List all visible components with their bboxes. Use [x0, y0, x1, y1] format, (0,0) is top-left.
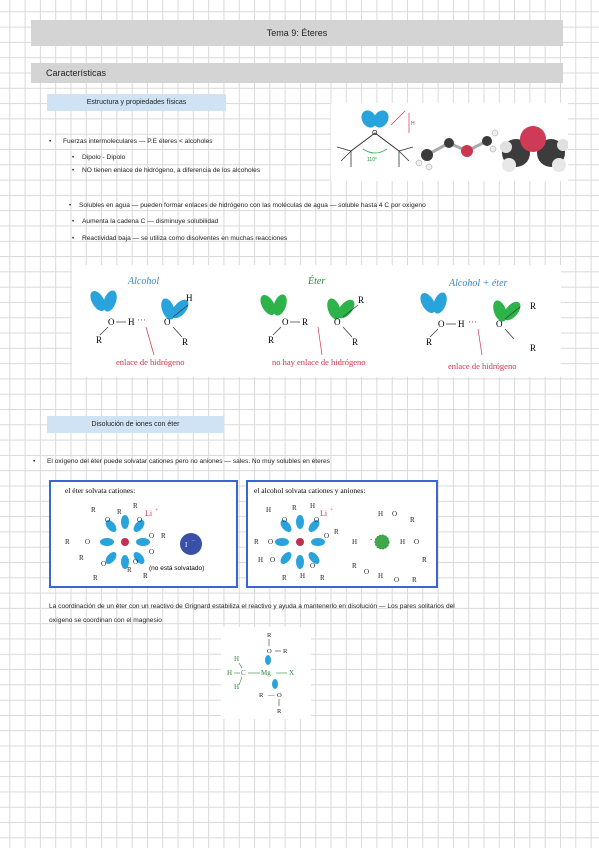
- alcohol-o2: O: [164, 317, 171, 327]
- ether-title: Éter: [308, 276, 326, 287]
- svg-text:H: H: [266, 506, 272, 514]
- mix-r1: R: [426, 337, 433, 347]
- svg-text:O: O: [282, 516, 288, 524]
- svg-text:H: H: [300, 572, 306, 580]
- grignard-text-line2: oxígeno se coordinan con el magnesio: [49, 617, 162, 624]
- svg-text:O: O: [392, 510, 398, 518]
- bond-angle: 110°: [367, 157, 377, 163]
- svg-text:R: R: [65, 538, 70, 546]
- svg-text:R: R: [412, 576, 417, 584]
- ether-box-cation-charge: +: [155, 507, 159, 513]
- svg-text:H: H: [234, 655, 240, 663]
- svg-text:O: O: [101, 560, 107, 568]
- subsection-dissolution: [47, 416, 224, 433]
- svg-text:O: O: [137, 516, 143, 524]
- ether-r2: R: [268, 335, 275, 345]
- grignard-svg: [221, 627, 311, 719]
- ether-box-title: el éter solvata cationes:: [65, 486, 136, 495]
- svg-text:R: R: [161, 532, 166, 540]
- section-title: Características: [46, 68, 107, 78]
- svg-text:R: R: [93, 574, 98, 582]
- svg-text:R: R: [143, 572, 148, 580]
- svg-text:R: R: [292, 504, 297, 512]
- page-title: Tema 9: Éteres: [266, 28, 328, 38]
- oxygen-label: O: [372, 130, 378, 137]
- svg-text:—: —: [268, 692, 275, 699]
- property-intermolecular: • Fuerzas intermoleculares — P.E éteres < alcoholes: [63, 138, 213, 146]
- svg-text:R: R: [133, 502, 138, 510]
- svg-text:R: R: [410, 516, 415, 524]
- svg-text:R: R: [254, 538, 259, 546]
- svg-text:O: O: [267, 648, 272, 655]
- alcohol-solvation-box: [246, 480, 438, 588]
- mix-r2: R: [530, 301, 537, 311]
- mix-o2: O: [496, 319, 503, 329]
- property-chain: • Aumenta la cadena C — disminuye solubilidad: [82, 218, 218, 226]
- svg-text:O: O: [133, 558, 139, 566]
- mix-title: Alcohol + éter: [449, 278, 508, 289]
- svg-text:R: R: [259, 692, 264, 699]
- svg-text:O: O: [277, 692, 282, 699]
- svg-text:O: O: [149, 532, 155, 540]
- mix-r3: R: [530, 343, 537, 353]
- svg-text:O: O: [310, 562, 316, 570]
- page-title-bar: [31, 20, 563, 46]
- svg-text:R: R: [422, 556, 427, 564]
- svg-text:O: O: [414, 538, 420, 546]
- grignard-mg: Mg: [261, 669, 271, 677]
- svg-text:O: O: [394, 576, 400, 584]
- dissolution-text: • El oxígeno del éter puede solvatar cationes pero no aniones — sales. No muy solubles en éteres: [47, 458, 330, 466]
- alcohol-o1: O: [108, 317, 115, 327]
- subsection-structure-label: Estructura y propiedades físicas: [86, 99, 187, 106]
- svg-text:H: H: [310, 502, 316, 510]
- ether-o2: O: [334, 317, 341, 327]
- svg-text:O: O: [314, 516, 320, 524]
- svg-text:H: H: [352, 538, 358, 546]
- ether-structure-svg: [331, 103, 568, 181]
- ether-structure-figure: [331, 103, 568, 181]
- mix-o1: O: [438, 319, 445, 329]
- section-header: [31, 63, 563, 83]
- ether-box-anion: I: [185, 541, 188, 549]
- grignard-carbon: C: [241, 669, 246, 677]
- svg-text:O: O: [270, 556, 276, 564]
- svg-text:H: H: [378, 572, 384, 580]
- svg-text:R: R: [320, 574, 325, 582]
- svg-text:O: O: [268, 538, 274, 546]
- svg-text:H: H: [227, 669, 233, 677]
- svg-text:O: O: [105, 516, 111, 524]
- svg-text:H: H: [234, 683, 240, 691]
- grignard-text-line1: La coordinación de un éter con un reactivo de Grignard estabiliza el reactivo y ayuda a mantenerlo en disolución — Los pares solitarios del: [49, 603, 455, 610]
- alcohol-solvation-svg: [248, 482, 436, 586]
- svg-text:H: H: [258, 556, 264, 564]
- alcohol-box-title: el alcohol solvata cationes y aniones:: [254, 486, 366, 495]
- alcohol-caption: enlace de hidrógeno: [116, 357, 185, 367]
- svg-text:R: R: [277, 708, 282, 715]
- dipole-label: H: [411, 121, 415, 127]
- svg-text:H: H: [400, 538, 406, 546]
- svg-text:O: O: [149, 548, 155, 556]
- ether-caption: no hay enlace de hidrógeno: [272, 357, 366, 367]
- ether-box-anion-charge: −: [192, 539, 195, 544]
- alcohol-h1: H: [128, 317, 135, 327]
- svg-text:R: R: [334, 528, 339, 536]
- alcohol-h2: H: [186, 293, 193, 303]
- ether-solvation-svg: [51, 482, 236, 586]
- svg-text:R: R: [127, 566, 132, 574]
- svg-text:R: R: [91, 506, 96, 514]
- svg-text:O: O: [324, 532, 330, 540]
- grignard-halide: X: [289, 669, 295, 677]
- property-reactivity: • Reactividad baja — se utiliza como disolventes en muchas reacciones: [82, 235, 287, 243]
- ether-r4: R: [352, 337, 359, 347]
- mix-caption: enlace de hidrógeno: [448, 361, 517, 371]
- alcohol-box-cation-charge: +: [330, 507, 334, 513]
- alcohol-title: Alcohol: [128, 276, 160, 287]
- hbond-comparison-figure: [72, 265, 561, 377]
- grignard-figure: [221, 627, 311, 719]
- mix-h1: H: [458, 319, 465, 329]
- property-no-hbond: • NO tienen enlace de hidrógeno, a diferencia de los alcoholes: [82, 167, 260, 175]
- svg-text:O: O: [85, 538, 91, 546]
- svg-text:·: ·: [370, 536, 373, 544]
- subsection-structure: [47, 94, 226, 111]
- svg-text:R: R: [282, 574, 287, 582]
- alcohol-r2: R: [182, 337, 189, 347]
- svg-text:R: R: [352, 562, 357, 570]
- alcohol-hbond-dots: ···: [137, 315, 146, 325]
- property-soluble: • Solubles en agua — pueden formar enlaces de hidrógeno con las moléculas de agua — soluble hasta 4 C por oxígeno: [79, 202, 426, 210]
- alcohol-box-cation: Li: [320, 509, 328, 518]
- property-dipole: • Dipolo - Dipolo: [82, 154, 125, 162]
- alcohol-r1: R: [96, 335, 103, 345]
- svg-text:R: R: [267, 632, 272, 639]
- ether-box-cation: Li: [145, 509, 153, 518]
- svg-text:R: R: [117, 508, 122, 516]
- svg-text:H: H: [378, 510, 384, 518]
- svg-text:O: O: [364, 568, 370, 576]
- mix-hbond-dots: ···: [468, 317, 477, 327]
- hbond-comparison-svg: [72, 265, 561, 377]
- subsection-dissolution-label: Disolución de iones con éter: [91, 421, 180, 428]
- ether-r1: R: [302, 317, 309, 327]
- ether-r3: R: [358, 295, 365, 305]
- svg-text:R: R: [79, 554, 84, 562]
- not-solvated-label: (no está solvatado): [149, 565, 205, 572]
- svg-text:R: R: [283, 648, 288, 655]
- ether-o1: O: [282, 317, 289, 327]
- ether-solvation-box: [49, 480, 238, 588]
